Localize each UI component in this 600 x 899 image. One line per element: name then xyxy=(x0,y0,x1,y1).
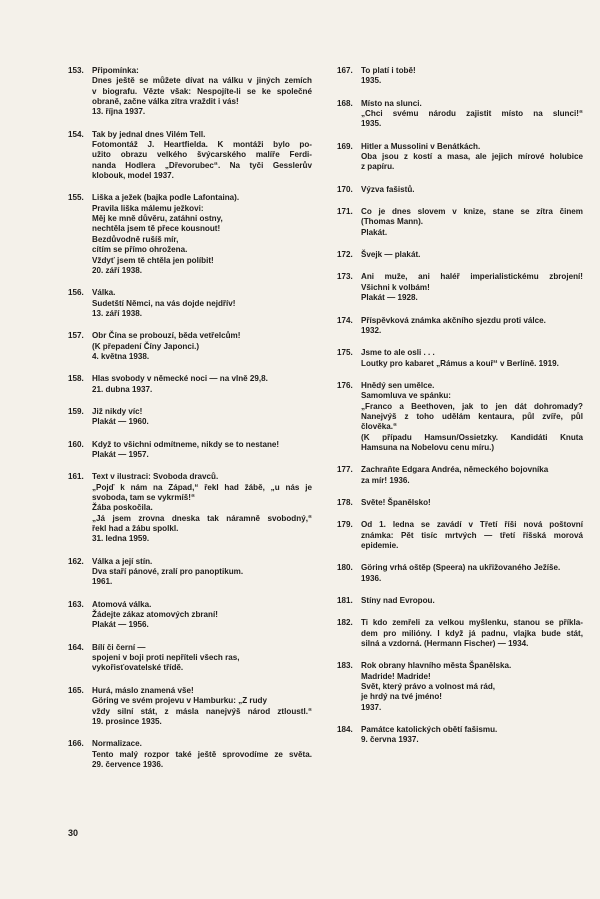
entry-text xyxy=(92,440,312,461)
entry-text xyxy=(92,686,312,727)
entry-line: silná a vzdorná. (Hermann Fischer) — 1934. xyxy=(361,639,529,649)
entry-number: 183. xyxy=(337,661,353,671)
entry-line: Obr Čína se probouzí, běda vetřelcům! xyxy=(92,331,241,341)
entry-number: 171. xyxy=(337,207,353,217)
entry-text xyxy=(361,185,583,195)
entry-text xyxy=(92,374,312,395)
entry-line: Dnes ještě se můžete dívat na válku v jiných zemích xyxy=(92,76,312,86)
entry-line: Text v ilustraci: Svoboda dravců. xyxy=(92,472,219,482)
entry-text xyxy=(361,596,583,606)
entry-line: nanda Hodlera „Dřevorubec“. Na tyči Gesslerův xyxy=(92,160,312,170)
entry-text xyxy=(92,557,312,588)
entry-line: Stíny nad Evropou. xyxy=(361,596,435,606)
entry-line: Hlas svobody v německé noci — na vlně 29,8. xyxy=(92,374,268,384)
entry-number: 153. xyxy=(68,66,84,75)
entry-line: Ti kdo zemřeli za velkou myšlenku, stanou se příkla- xyxy=(361,618,583,628)
entry-number: 176. xyxy=(337,380,353,390)
entry-line: Válka a její stín. xyxy=(92,556,153,566)
entry-line: Všichni k volbám! xyxy=(361,282,430,292)
catalog-entry xyxy=(337,66,583,87)
entry-line: Göring vrhá oštěp (Speera) na ukřižovaného Ježíše. xyxy=(361,563,561,573)
entry-line: Připomínka: xyxy=(92,66,139,75)
entry-line: Fotomontáž J. Heartfielda. K montáži bylo po- xyxy=(92,140,312,150)
entry-line: za mír! 1936. xyxy=(361,475,410,485)
entry-line: cítím se přímo ohrožena. xyxy=(92,245,188,255)
entry-text xyxy=(361,725,583,746)
entry-line: (Thomas Mann). xyxy=(361,217,424,227)
catalog-entry xyxy=(68,130,312,182)
entry-text xyxy=(92,739,312,770)
entry-line: Bílí či černí — xyxy=(92,642,146,652)
entry-line: 13. září 1938. xyxy=(92,308,142,318)
entry-text xyxy=(92,193,312,276)
entry-text xyxy=(361,142,583,173)
entry-number: 172. xyxy=(337,250,353,260)
entry-line: Plakát. xyxy=(361,227,388,237)
entry-line: Sudetští Němci, na vás dojde nejdřív! xyxy=(92,298,236,308)
entry-number: 163. xyxy=(68,599,84,609)
entry-line: Již nikdy víc! xyxy=(92,406,143,416)
right-column xyxy=(337,66,583,746)
entry-line: 1932. xyxy=(361,325,382,335)
page-number: 30 xyxy=(68,828,79,838)
entry-text xyxy=(361,99,583,130)
entry-text xyxy=(361,563,583,584)
entry-line: svoboda, tam se vykrmíš!“ xyxy=(92,493,196,502)
catalog-entry xyxy=(337,661,583,713)
entry-line: vykořisťovatelské třídě. xyxy=(92,663,184,673)
entry-line: Liška a ježek (bajka podle Lafontaina). xyxy=(92,193,240,203)
entry-line: Výzva fašistů. xyxy=(361,184,415,194)
entry-line: Plakát — 1960. xyxy=(92,417,149,427)
entry-line: 31. ledna 1959. xyxy=(92,534,150,544)
catalog-entry xyxy=(68,331,312,362)
entry-line: 1937. xyxy=(361,702,382,712)
entry-number: 160. xyxy=(68,439,84,449)
entry-line: Tak by jednal dnes Vilém Tell. xyxy=(92,129,206,139)
entry-number: 175. xyxy=(337,348,353,358)
entry-number: 174. xyxy=(337,315,353,325)
entry-text xyxy=(361,381,583,453)
entry-line: obraně, začne válka zítra vraždit i vás! xyxy=(92,97,239,107)
entry-line: 4. května 1938. xyxy=(92,351,150,361)
entry-number: 162. xyxy=(68,556,84,566)
catalog-entry xyxy=(68,600,312,631)
entry-line: klobouk, model 1937. xyxy=(92,171,174,181)
entry-number: 167. xyxy=(337,66,353,75)
entry-line: Oba jsou z kostí a masa, ale jejich mírové holubice xyxy=(361,152,583,162)
entry-line: 21. dubna 1937. xyxy=(92,384,153,394)
entry-text xyxy=(92,331,312,362)
catalog-entry xyxy=(337,618,583,649)
entry-line: spojeni v boji proti nepříteli všech ras, xyxy=(92,653,240,663)
entry-line: užito obrazu velkého švýcarského malíře Ferdi- xyxy=(92,150,312,160)
entry-number: 170. xyxy=(337,184,353,194)
entry-number: 156. xyxy=(68,288,84,298)
entry-text xyxy=(92,600,312,631)
catalog-entry xyxy=(68,193,312,276)
entry-line: známka: Pět tisíc mrtvých — třetí říšská morová xyxy=(361,530,583,540)
catalog-entry xyxy=(68,643,312,674)
entry-line: 29. července 1936. xyxy=(92,759,164,769)
entry-line: Jsme to ale osli . . . xyxy=(361,348,435,358)
catalog-entry xyxy=(337,498,583,508)
catalog-entry xyxy=(337,316,583,337)
entry-number: 169. xyxy=(337,141,353,151)
entry-line: Hitler a Mussolini v Benátkách. xyxy=(361,141,481,151)
entry-number: 177. xyxy=(337,465,353,475)
entry-text xyxy=(361,618,583,649)
entry-text xyxy=(361,250,583,260)
entry-text xyxy=(361,66,583,87)
entry-line: Bezdůvodně rušíš mír, xyxy=(92,234,179,244)
entry-line: Válka. xyxy=(92,288,116,298)
entry-number: 161. xyxy=(68,472,84,482)
entry-number: 164. xyxy=(68,642,84,652)
entry-line: Pravila liška málemu ježkovi: xyxy=(92,203,204,213)
entry-line: Loutky pro kabaret „Rámus a kouř“ v Berlíně. 1919. xyxy=(361,358,559,368)
catalog-entry xyxy=(337,185,583,195)
entry-line: 13. října 1937. xyxy=(92,107,146,117)
entry-text xyxy=(92,288,312,319)
catalog-entry xyxy=(68,472,312,544)
catalog-entry xyxy=(337,99,583,130)
entry-line: 20. září 1938. xyxy=(92,265,142,275)
catalog-entry xyxy=(68,407,312,428)
catalog-entry xyxy=(337,272,583,303)
entry-text xyxy=(361,465,583,486)
entry-text xyxy=(361,498,583,508)
catalog-entry xyxy=(68,686,312,727)
entry-line: Nanejvýš z toho udělám kentaura, půl zvíře, půl xyxy=(361,411,583,421)
catalog-entry xyxy=(68,440,312,461)
entry-text xyxy=(361,207,583,238)
entry-line: Samomluva ve spánku: xyxy=(361,391,451,401)
entry-line: „Pojď k nám na Západ,“ řekl had žábě, „u nás je xyxy=(92,482,312,492)
catalog-entry xyxy=(337,520,583,551)
entry-number: 155. xyxy=(68,193,84,203)
entry-line: Svět, který právo a volnost má rád, xyxy=(361,682,496,692)
entry-line: Hurá, máslo znamená vše! xyxy=(92,685,194,695)
entry-line: Göring ve svém projevu v Hamburku: „Z rudy xyxy=(92,696,267,706)
entry-line: Příspěvková známka akčního sjezdu proti válce. xyxy=(361,315,546,325)
entry-line: Vždyť jsem tě chtěla jen políbit! xyxy=(92,255,214,265)
entry-line: Tento malý rozpor také ještě sprovodíme ze světa. xyxy=(92,749,312,759)
entry-line: Dva staří pánové, zralí pro panoptikum. xyxy=(92,567,244,577)
entry-line: vždy silní stát, z másla nanejvýš národ ztloustl.“ xyxy=(92,706,312,716)
entry-line: Od 1. ledna se zavádí v Třetí říši nová poštovní xyxy=(361,520,583,530)
entry-number: 181. xyxy=(337,596,353,606)
catalog-entry xyxy=(68,374,312,395)
catalog-entry xyxy=(337,563,583,584)
entry-text xyxy=(92,66,312,118)
entry-line: Žádejte zákaz atomových zbraní! xyxy=(92,610,218,620)
catalog-entry xyxy=(337,381,583,453)
entry-line: dem pro milióny. I když já padnu, vlajka bude stát, xyxy=(361,628,583,638)
catalog-entry xyxy=(68,557,312,588)
entry-line: Rok obrany hlavního města Španělska. xyxy=(361,661,512,671)
entry-line: epidemie. xyxy=(361,541,399,550)
entry-line: Ani muže, ani haléř imperialistickému zbrojení! xyxy=(361,272,583,282)
left-column xyxy=(68,66,312,770)
entry-line: Co je dnes slovem v knize, stane se zítra činem xyxy=(361,207,583,217)
entry-text xyxy=(361,661,583,713)
catalog-entry xyxy=(68,288,312,319)
entry-line: člověka.“ xyxy=(361,422,397,432)
entry-number: 157. xyxy=(68,331,84,341)
entry-number: 184. xyxy=(337,725,353,735)
entry-line: Madride! Madride! xyxy=(361,671,431,681)
entry-number: 178. xyxy=(337,497,353,507)
entry-line: Atomová válka. xyxy=(92,599,152,609)
entry-line: Hamsuna na Nobelovu cenu míru.) xyxy=(361,442,495,452)
entry-line: Plakát — 1928. xyxy=(361,293,418,303)
entry-number: 173. xyxy=(337,272,353,282)
entry-number: 159. xyxy=(68,406,84,416)
entry-line: 19. prosince 1935. xyxy=(92,716,162,726)
entry-line: 1936. xyxy=(361,573,382,583)
catalog-entry xyxy=(337,465,583,486)
entry-line: 1935. xyxy=(361,76,382,86)
entry-number: 179. xyxy=(337,520,353,530)
entry-number: 180. xyxy=(337,563,353,573)
entry-line: Zachraňte Edgara Andréa, německého bojovníka xyxy=(361,465,549,475)
entry-number: 158. xyxy=(68,374,84,384)
entry-line: řekl had a žábu spolkl. xyxy=(92,524,179,534)
catalog-entry xyxy=(337,348,583,369)
entry-line: Normalizace. xyxy=(92,739,142,749)
catalog-entry xyxy=(68,739,312,770)
entry-line: 1935. xyxy=(361,119,382,129)
entry-line: je hrdý na tvé jméno! xyxy=(361,692,442,702)
entry-line: Světe! Španělsko! xyxy=(361,497,431,507)
entry-line: Švejk — plakát. xyxy=(361,250,421,260)
catalog-entry xyxy=(337,142,583,173)
catalog-entry xyxy=(337,596,583,606)
entry-line: nechtěla jsem tě přece kousnout! xyxy=(92,224,221,234)
entry-text xyxy=(361,348,583,369)
entry-number: 165. xyxy=(68,685,84,695)
entry-line: (K přepadení Číny Japonci.) xyxy=(92,341,200,351)
entry-line: Žába poskočila. xyxy=(92,503,153,513)
entry-line: Hnědý sen umělce. xyxy=(361,380,435,390)
catalog-entry xyxy=(68,66,312,118)
entry-line: (K případu Hamsun/Ossietzky. Kandidáti Knuta xyxy=(361,432,583,442)
entry-line: z papíru. xyxy=(361,162,395,172)
entry-text xyxy=(92,130,312,182)
entry-line: „Chci svému národu zajistit místo na slunci!“ xyxy=(361,109,583,119)
entry-line: „Já jsem zrovna dneska tak náramně svobodný,“ xyxy=(92,513,312,523)
entry-text xyxy=(92,407,312,428)
entry-line: Plakát — 1957. xyxy=(92,449,149,459)
entry-line: To platí i tobě! xyxy=(361,66,416,75)
entry-line: Místo na slunci. xyxy=(361,98,422,108)
entry-line: 1961. xyxy=(92,577,113,587)
entry-text xyxy=(92,472,312,544)
entry-line: v biografu. Vězte však: Nespojíte-li se ke společné xyxy=(92,86,312,96)
entry-number: 166. xyxy=(68,739,84,749)
entry-text xyxy=(361,272,583,303)
entry-number: 182. xyxy=(337,618,353,628)
entry-line: Památce katolických obětí fašismu. xyxy=(361,725,498,735)
catalog-entry xyxy=(337,725,583,746)
entry-text xyxy=(361,316,583,337)
entry-line: Měj ke mně důvěru, zatáhni ostny, xyxy=(92,214,223,224)
catalog-entry xyxy=(337,207,583,238)
entry-line: Plakát — 1956. xyxy=(92,620,149,630)
entry-line: „Franco a Beethoven, jak to jen dát dohromady? xyxy=(361,401,583,411)
entry-text xyxy=(361,520,583,551)
entry-text xyxy=(92,643,312,674)
catalog-entry xyxy=(337,250,583,260)
entry-line: 9. června 1937. xyxy=(361,735,419,745)
entry-line: Když to všichni odmítneme, nikdy se to nestane! xyxy=(92,439,280,449)
entry-number: 154. xyxy=(68,129,84,139)
entry-number: 168. xyxy=(337,98,353,108)
